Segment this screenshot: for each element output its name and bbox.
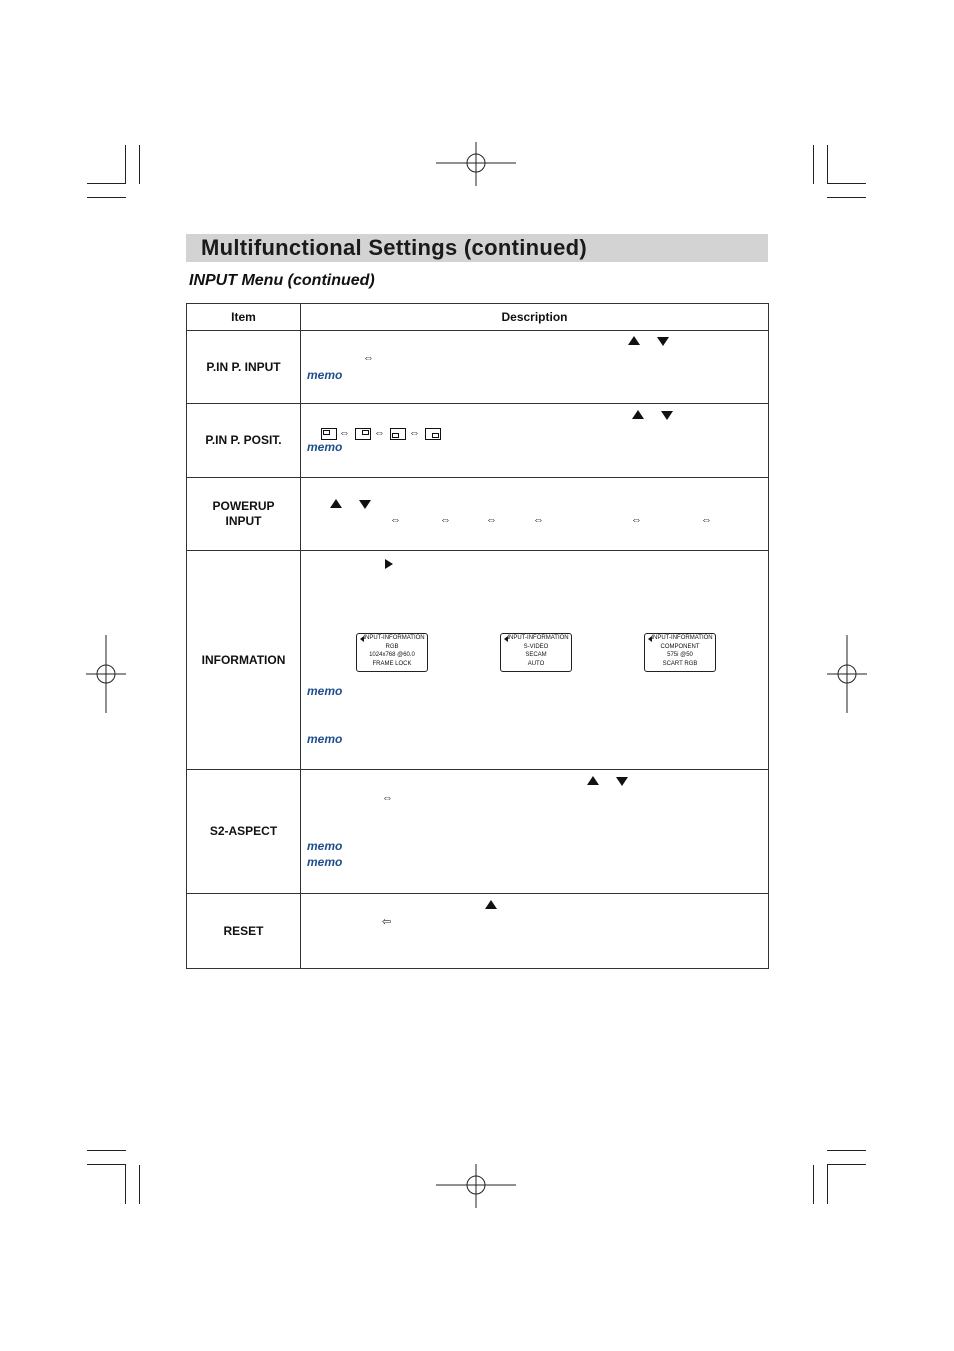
triangle-down-icon [661,411,673,420]
crop-mark [813,145,814,184]
table-header-row [187,304,769,331]
memo-label: memo [307,368,343,382]
crop-mark [827,145,828,184]
crop-mark [827,1164,866,1165]
column-header-item: Item [187,304,301,331]
double-arrow-icon: ⇔ [533,514,544,526]
osd-header: INPUT-INFORMATION [651,635,713,641]
osd-line: FRAME LOCK [372,660,412,667]
page-title-bar [186,234,768,262]
crop-mark [125,145,126,184]
section-title: INPUT Menu (continued) [189,272,375,289]
position-top-left-icon [321,428,337,440]
position-top-right-icon [355,428,371,440]
osd-line: RGB [385,643,399,650]
description-cell [301,551,769,770]
table-row [187,894,769,969]
triangle-up-icon [628,336,640,345]
page-title: Multifunctional Settings (continued) [201,235,587,260]
crop-mark [827,183,866,184]
osd-header: INPUT-INFORMATION [363,635,425,641]
crop-mark [87,1164,126,1165]
table-row [187,770,769,894]
memo-label: memo [307,732,343,746]
crop-mark [139,1165,140,1204]
crop-mark [813,1165,814,1204]
description-cell [301,331,769,404]
left-arrow-icon: ⇦ [382,916,392,928]
crop-mark [87,183,126,184]
description-cell [301,478,769,551]
description-cell [301,894,769,969]
table-row [187,404,769,478]
memo-label: memo [307,684,343,698]
input-menu-table [186,303,769,969]
crop-mark [87,197,126,198]
registration-mark [86,635,126,713]
column-header-description: Description [301,304,769,331]
crop-mark [125,1165,126,1204]
triangle-down-icon [616,777,628,786]
table-row [187,331,769,404]
item-label-line: INPUT [225,514,262,528]
position-bottom-left-icon [390,428,406,440]
description-cell [301,404,769,478]
triangle-right-icon [385,559,393,569]
registration-mark [436,142,516,186]
triangle-down-icon [657,337,669,346]
item-pinp-input: P.IN P. INPUT [187,331,301,404]
input-information-screen [356,633,428,672]
triangle-up-icon [587,776,599,785]
double-arrow-icon: ⇔ [486,514,497,526]
osd-line: S-VIDEO [523,643,549,650]
memo-label: memo [307,440,343,454]
double-arrow-icon: ⇔ [382,792,393,804]
input-information-screen [644,633,716,672]
crop-mark [827,1150,866,1151]
position-bottom-right-icon [425,428,441,440]
osd-header: INPUT-INFORMATION [507,635,569,641]
double-arrow-icon: ⇔ [631,514,642,526]
table-row [187,551,769,770]
registration-mark [436,1164,516,1208]
item-information: INFORMATION [187,551,301,770]
item-pinp-posit: P.IN P. POSIT. [187,404,301,478]
double-arrow-icon: ⇔ [363,352,374,364]
registration-mark [827,635,867,713]
table-row [187,478,769,551]
osd-line: COMPONENT [660,643,700,650]
osd-line: 575i @50 [667,652,693,659]
double-arrow-icon: ⇔ [339,427,350,439]
double-arrow-icon: ⇔ [374,427,385,439]
description-cell [301,770,769,894]
double-arrow-icon: ⇔ [440,514,451,526]
triangle-up-icon [632,410,644,419]
double-arrow-icon: ⇔ [701,514,712,526]
item-s2-aspect: S2-ASPECT [187,770,301,894]
osd-line: SECAM [525,652,547,659]
triangle-down-icon [359,500,371,509]
item-reset: RESET [187,894,301,969]
item-label-line: POWERUP [212,499,275,513]
triangle-up-icon [485,900,497,909]
double-arrow-icon: ⇔ [390,514,401,526]
osd-line: AUTO [527,660,545,667]
crop-mark [827,197,866,198]
input-information-screen [500,633,572,672]
triangle-up-icon [330,499,342,508]
item-powerup-input [187,478,301,551]
double-arrow-icon: ⇔ [409,427,420,439]
crop-mark [87,1150,126,1151]
osd-line: 1024x768 @60.0 [369,652,415,659]
osd-line: SCART RGB [662,660,698,667]
crop-mark [827,1165,828,1204]
memo-label: memo [307,839,343,853]
memo-label: memo [307,855,343,869]
crop-mark [139,145,140,184]
